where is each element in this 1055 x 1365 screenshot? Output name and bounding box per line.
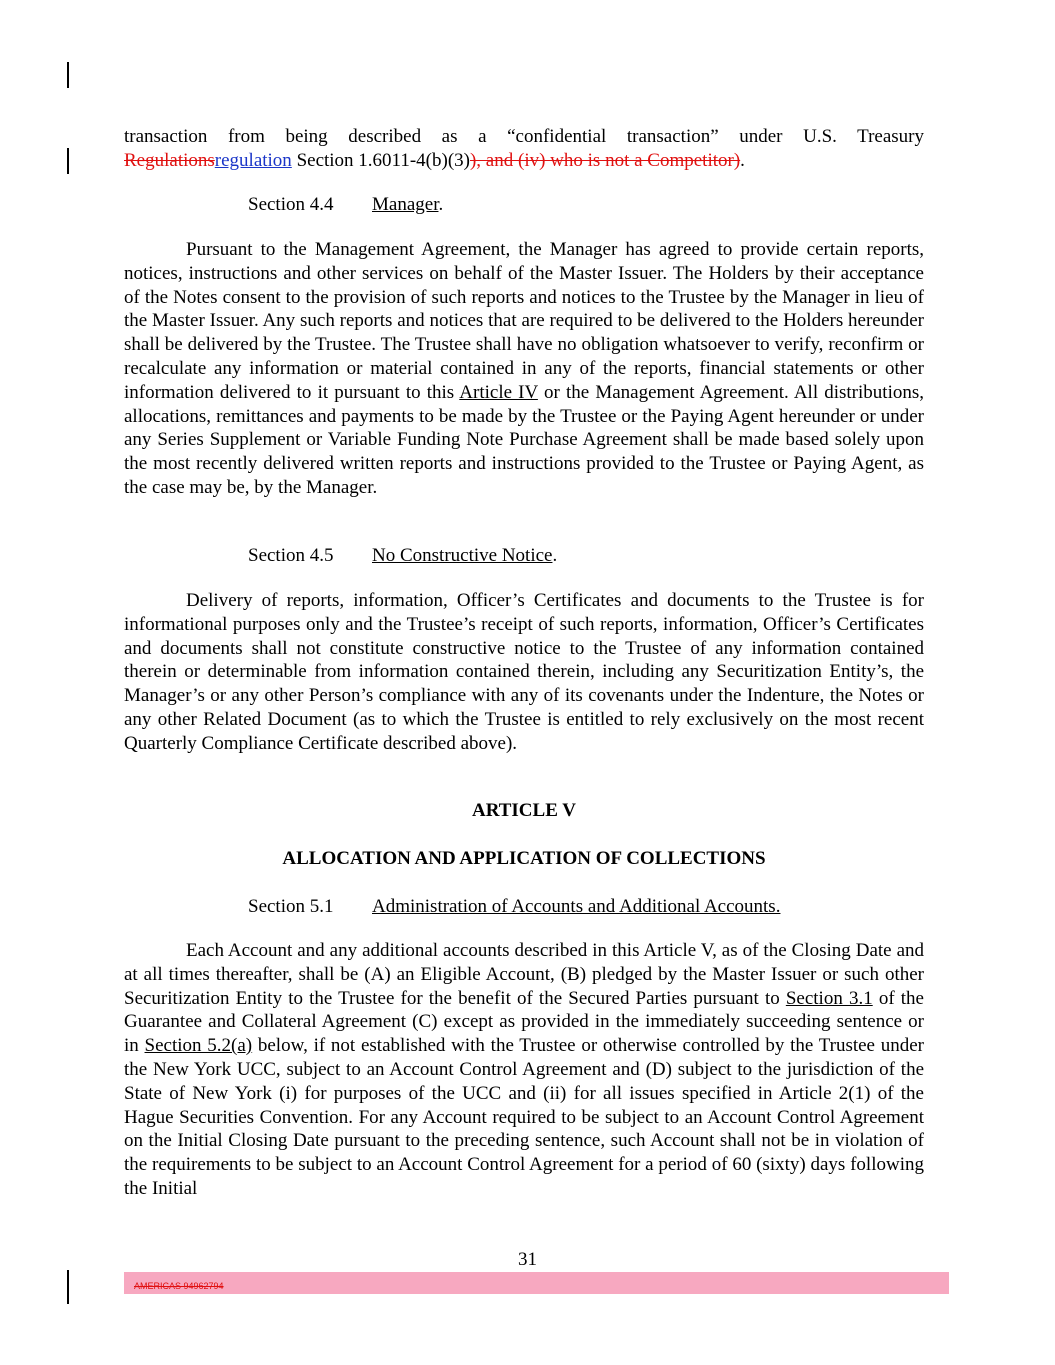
footer-band: [124, 1272, 949, 1294]
paragraph-5-1: [124, 939, 924, 1201]
text: Pursuant to the Management Agreement, the Manager has agreed to provide certain reports, notices, instructions and other services on behalf of the Master Issuer. The Holders by their acceptance of the Notes consent to the provision of such reports and notices to the Trustee by the Manager in lieu of the Master Issuer. Any such reports and notices that are required to be delivered to the Holders hereunder shall be delivered by the Trustee. The Trustee shall have no obligation whatsoever to verify, reconfirm or recalculate any information or material contained in any of the reports, financial statements or other information delivered to it pursuant to this: [124, 239, 924, 403]
cross-reference: Section 5.2(a): [144, 1035, 253, 1057]
text: or the Management Agreement. All distributions, allocations, remittances and payments to be made by the Trustee or the Paying Agent hereunder or under any Series Supplement or Variable Funding Note Purchase Agreement shall be made based solely upon the most recently delivered written reports and instructions provided to the Trustee or Paying Agent, as the case may be, by the Manager.: [124, 381, 924, 498]
text: below, if not established with the Trustee or otherwise controlled by the Trustee under the New York UCC, subject to an Account Control Agreement and (D) subject to the jurisdiction of the State of New York (i) for purposes of the UCC and (ii) for all issues specified in Article 2(1) of the Hague Securities Convention. For any Account required to be subject to an Account Control Agreement on the Initial Closing Date pursuant to the preceding sentence, such Account shall not be in violation of the requirements to be subject to an Account Control Agreement for a period of 60 (sixty) days following the Initial: [124, 1035, 925, 1199]
change-bar: [67, 1270, 69, 1304]
change-bar: [67, 148, 69, 174]
continued-paragraph: [124, 125, 924, 173]
cross-reference: Section 3.1: [785, 987, 873, 1009]
section-title-suffix: .: [552, 545, 558, 566]
section-title-suffix: .: [438, 194, 444, 215]
text: Each Account and any additional accounts described in this Article V, as of the Closing Date and at all times thereafter, shall be (A) an Eligible Account, (B) pledged by the Master Issuer or such other Securitization Entity to the Trustee for the benefit of the Secured Parties pursuant to: [124, 940, 924, 1009]
change-bar: [67, 62, 69, 88]
text: Delivery of reports, information, Officer’s Certificates and documents to the Trustee is for informational purposes only and the Trustee’s receipt of such reports, information, Officer’s Certificates and documents shall not constitute constructive notice to the Trustee of any information contained therein or determinable from information contained therein, including any Securitization Entity’s, the Manager’s or any other Person’s compliance with any of its covenants under the Indenture, the Notes or any other Related Document (as to which the Trustee is entitled to rely exclusively on the most recent Quarterly Compliance Certificate described above).: [124, 590, 924, 754]
text: .: [740, 149, 745, 171]
inserted-text: regulation: [214, 149, 292, 171]
text: transaction from being described as a “confidential transaction” under U.S. Treasury: [124, 126, 924, 147]
text: of the Guarantee and Collateral Agreement (C) except as provided in the immediately succeeding sentence or in: [124, 987, 924, 1057]
section-title: Manager: [372, 194, 439, 215]
section-title: Administration of Accounts and Additional Accounts.: [372, 896, 781, 917]
section-number: Section 4.4: [248, 194, 334, 215]
cross-reference: Article IV: [459, 381, 538, 403]
deleted-text: Regulations: [124, 149, 215, 171]
section-heading-4-5: [124, 544, 1048, 568]
section-number: Section 4.5: [248, 545, 334, 566]
document-id: AMERICAS 94962794: [134, 1281, 224, 1291]
paragraph-4-4: [124, 238, 924, 500]
section-heading-4-4: [124, 193, 1048, 217]
section-heading-5-1: [124, 895, 1048, 919]
paragraph-4-5: [124, 589, 924, 756]
section-number: Section 5.1: [248, 896, 334, 917]
section-title: No Constructive Notice: [372, 545, 553, 566]
deleted-text: ), and (iv) who is not a Competitor): [469, 149, 741, 171]
page-number: 31: [518, 1249, 537, 1270]
article-number: ARTICLE V: [471, 800, 577, 821]
text: Section 1.6011-4(b)(3): [291, 149, 470, 171]
article-title: ALLOCATION AND APPLICATION OF COLLECTIONS: [282, 848, 766, 869]
